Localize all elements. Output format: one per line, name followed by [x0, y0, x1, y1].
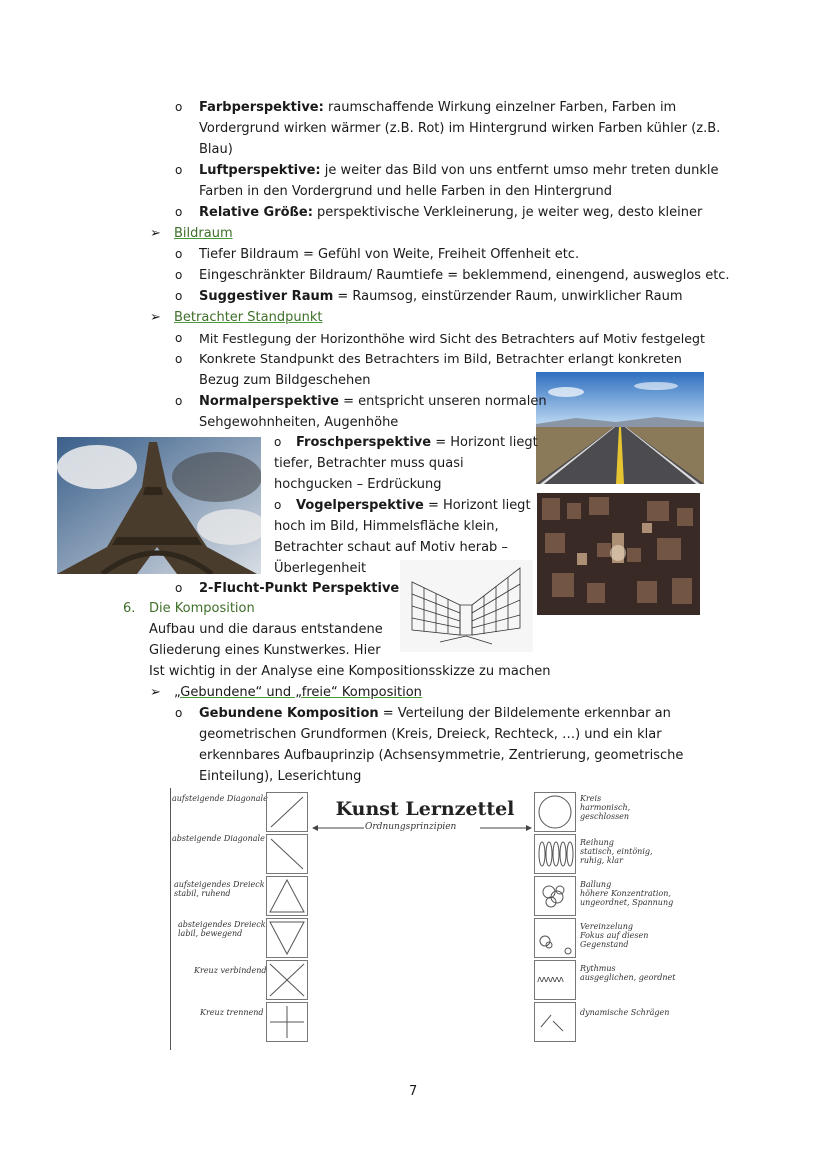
text: = Raumsog, einstürzender Raum, unwirklicher Raum	[333, 289, 683, 304]
eiffel-tower-photo	[57, 437, 261, 574]
left-label: aufsteigende Diagonale	[172, 794, 268, 803]
normalperspektive-line	[199, 391, 547, 412]
text-line: Überlegenheit	[274, 561, 367, 576]
left-label: Kreuz verbindend	[194, 966, 267, 975]
bullet-circle: o	[175, 205, 183, 219]
cluster-box	[534, 876, 576, 916]
ascending-diagonal-box	[266, 792, 308, 832]
text-line: hochgucken – Erdrückung	[274, 477, 442, 492]
left-label: labil, bewegend	[178, 929, 243, 938]
right-label: dynamische Schrägen	[580, 1008, 670, 1017]
ascending-triangle-box	[266, 876, 308, 916]
right-label: Rythmus	[580, 964, 616, 973]
section-number: 6.	[123, 601, 136, 616]
luftperspektive-line	[199, 160, 718, 181]
text-line: geometrischen Grundformen (Kreis, Dreieck, Rechteck, …) und ein klar	[199, 727, 662, 742]
cross-separating-box	[266, 1002, 308, 1042]
text: = entspricht unseren normalen	[339, 394, 547, 409]
text-line: Ist wichtig in der Analyse eine Kompositionsskizze zu machen	[149, 664, 551, 679]
diagram-title: Kunst Lernzettel	[335, 798, 515, 820]
term: Suggestiver Raum	[199, 289, 334, 304]
ordnungsprinzipien-diagram	[170, 788, 675, 1050]
page-number: 7	[409, 1084, 418, 1099]
bullet-circle: o	[175, 352, 183, 366]
froschperspektive-line	[296, 432, 538, 453]
text-line: Gliederung eines Kunstwerkes. Hier	[149, 643, 381, 658]
circle-box	[534, 792, 576, 832]
dynamic-slants-box	[534, 1002, 576, 1042]
text-line: Mit Festlegung der Horizonthöhe wird Sicht des Betrachters auf Motiv festgelegt	[199, 331, 705, 346]
road-photo	[536, 372, 704, 484]
right-label: Vereinzelung	[580, 922, 633, 931]
left-label: absteigende Diagonale	[172, 834, 265, 843]
text-line: Konkrete Standpunkt des Betrachters im Bild, Betrachter erlangt konkreten	[199, 352, 682, 367]
text-line: Betrachter schaut auf Motiv herab –	[274, 540, 508, 555]
term: Normalperspektive	[199, 394, 339, 409]
gebundene-freie-heading: „Gebundene“ und „freie“ Komposition	[174, 685, 422, 700]
suggestiver-raum-line	[199, 286, 683, 307]
text: raumschaffende Wirkung einzelner Farben, Farben im	[323, 100, 677, 115]
bullet-circle: o	[175, 268, 183, 282]
diagram-subtitle: Ordnungsprinzipien	[365, 822, 457, 832]
text-line: Sehgewohnheiten, Augenhöhe	[199, 415, 399, 430]
text-line: hoch im Bild, Himmelsfläche klein,	[274, 519, 499, 534]
right-label: Kreis	[580, 794, 602, 803]
left-border-line	[170, 788, 171, 1050]
bullet-circle: o	[175, 394, 183, 408]
farbperspektive-line	[199, 97, 676, 118]
term: Farbperspektive:	[199, 100, 324, 115]
right-label: harmonisch,	[580, 803, 631, 812]
right-label: Gegenstand	[580, 940, 629, 949]
isolation-box	[534, 918, 576, 958]
left-label: Kreuz trennend	[200, 1008, 264, 1017]
right-label: höhere Konzentration,	[580, 889, 671, 898]
text: = Verteilung der Bildelemente erkennbar an	[378, 706, 671, 721]
term: Vogelperspektive	[296, 498, 424, 513]
bullet-circle: o	[175, 289, 183, 303]
gebundene-komposition-line	[199, 703, 671, 724]
text-line: Eingeschränkter Bildraum/ Raumtiefe = beklemmend, einengend, ausweglos etc.	[199, 268, 730, 283]
right-label: Ballung	[580, 880, 612, 889]
term: Relative Größe:	[199, 205, 313, 220]
text-line: Aufbau und die daraus entstandene	[149, 622, 383, 637]
right-label: ruhig, klar	[580, 856, 623, 865]
vogelperspektive-line	[296, 495, 531, 516]
row-box	[534, 834, 576, 874]
text: perspektivische Verkleinerung, je weiter weg, desto kleiner	[312, 205, 703, 220]
bullet-circle: o	[175, 706, 183, 720]
text-line: Farben in den Vordergrund und helle Farben in den Hintergrund	[199, 184, 613, 199]
bildraum-heading: Bildraum	[174, 226, 233, 241]
text: = Horizont liegt	[431, 435, 538, 450]
arrow-bullet-icon: ➢	[150, 310, 161, 325]
text-line: erkennbares Aufbauprinzip (Achsensymmetrie, Zentrierung, geometrische	[199, 748, 684, 763]
descending-diagonal-box	[266, 834, 308, 874]
komposition-heading: Die Komposition	[149, 601, 255, 616]
left-label: absteigendes Dreieck	[178, 920, 266, 929]
left-label: stabil, ruhend	[174, 889, 231, 898]
bullet-circle: o	[175, 100, 183, 114]
bullet-circle: o	[274, 435, 282, 449]
text-line: Tiefer Bildraum = Gefühl von Weite, Freiheit Offenheit etc.	[199, 247, 580, 262]
rhythm-glyphs: ʌʌʌʌʌʌ	[537, 975, 563, 985]
text: je weiter das Bild von uns entfernt umso mehr treten dunkle	[320, 163, 719, 178]
right-label: Fokus auf diesen	[580, 931, 649, 940]
text-line: tiefer, Betrachter muss quasi	[274, 456, 464, 471]
text: = Horizont liegt	[423, 498, 531, 513]
text-line: Blau)	[199, 142, 233, 157]
right-label: statisch, eintönig,	[580, 847, 653, 856]
bullet-circle: o	[274, 498, 282, 512]
text-line: Bezug zum Bildgeschehen	[199, 373, 371, 388]
arrow-bullet-icon: ➢	[150, 226, 161, 241]
cross-connecting-box	[266, 960, 308, 1000]
bullet-circle: o	[175, 163, 183, 177]
right-label: Reihung	[580, 838, 614, 847]
right-label: ausgeglichen, geordnet	[580, 973, 676, 982]
term: Froschperspektive	[296, 435, 432, 450]
text-line: Vordergrund wirken wärmer (z.B. Rot) im Hintergrund wirken Farben kühler (z.B.	[199, 121, 721, 136]
arrow-bullet-icon: ➢	[150, 685, 161, 700]
right-label: geschlossen	[580, 812, 630, 821]
bullet-circle: o	[175, 247, 183, 261]
relative-groesse-line	[199, 202, 702, 223]
right-label: ungeordnet, Spannung	[580, 898, 674, 907]
descending-triangle-box	[266, 918, 308, 958]
city-aerial-photo	[537, 493, 700, 615]
left-label: aufsteigendes Dreieck	[174, 880, 265, 889]
rhythm-box	[534, 960, 576, 1000]
term: Gebundene Komposition	[199, 706, 379, 721]
text-line: Einteilung), Leserichtung	[199, 769, 362, 784]
betrachter-heading: Betrachter Standpunkt	[174, 310, 323, 325]
bullet-circle: o	[175, 581, 183, 595]
term: Luftperspektive:	[199, 163, 321, 178]
bullet-circle: o	[175, 331, 183, 345]
zwei-flucht-punkt-line: 2-Flucht-Punkt Perspektive	[199, 581, 400, 596]
perspective-sketch	[400, 560, 533, 652]
